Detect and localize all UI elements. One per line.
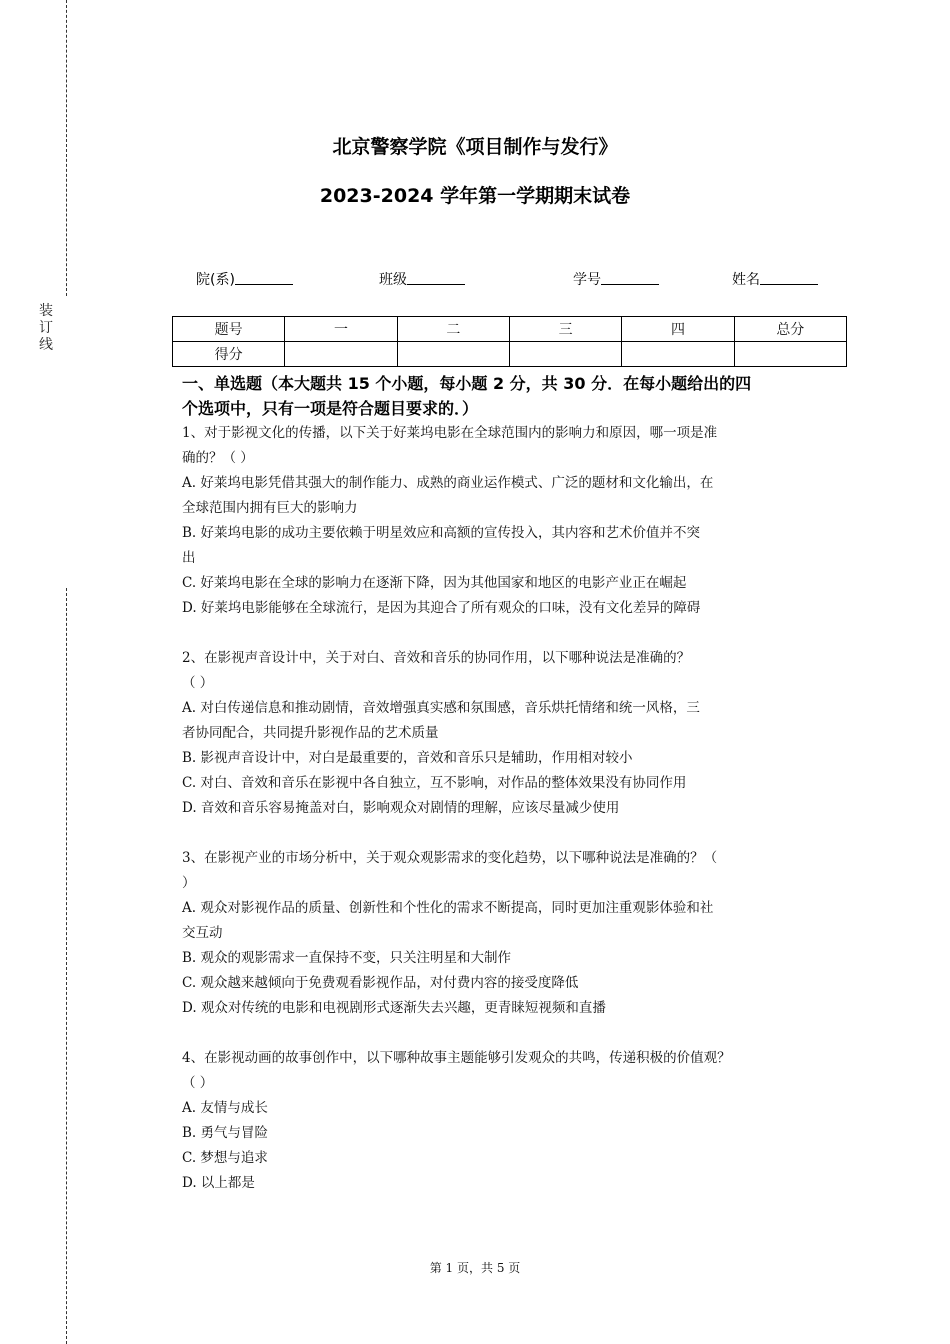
score-table-score-row — [173, 342, 847, 367]
question-stem — [182, 646, 850, 696]
department-label: 院(系) — [196, 272, 235, 288]
question-stem — [182, 846, 850, 896]
option-line: D. 观众对传统的电影和电视剧形式逐渐失去兴趣，更青睐短视频和直播 — [182, 1000, 606, 1016]
option-line: B. 观众的观影需求一直保持不变，只关注明星和大制作 — [182, 950, 512, 966]
student-id-field — [573, 269, 659, 289]
question-3 — [182, 846, 850, 1021]
option-c — [182, 771, 850, 796]
option-line: A. 友情与成长 — [182, 1100, 268, 1116]
question-stem-line: 4、在影视动画的故事创作中，以下哪种故事主题能够引发观众的共鸣，传递积极的价值观？ — [182, 1050, 731, 1066]
option-line: D. 以上都是 — [182, 1175, 255, 1191]
page-number: 第 1 页，共 5 页 — [429, 1261, 521, 1275]
binding-dashed-line-bottom — [66, 588, 67, 1344]
question-stem-line: 2、在影视声音设计中，关于对白、音效和音乐的协同作用，以下哪种说法是准确的？ — [182, 650, 691, 666]
option-d — [182, 1171, 850, 1196]
class-blank — [407, 270, 465, 285]
score-entry-cell — [285, 342, 397, 367]
question-stem-line: 1、对于影视文化的传播，以下关于好莱坞电影在全球范围内的影响力和原因，哪一项是准 — [182, 425, 718, 441]
option-b — [182, 521, 850, 571]
option-line: B. 影视声音设计中，对白是最重要的，音效和音乐只是辅助，作用相对较小 — [182, 750, 633, 766]
option-line: C. 好莱坞电影在全球的影响力在逐渐下降，因为其他国家和地区的电影产业正在崛起 — [182, 575, 687, 591]
option-d — [182, 596, 850, 621]
option-b — [182, 946, 850, 971]
option-d — [182, 996, 850, 1021]
option-b — [182, 1121, 850, 1146]
option-line: 交互动 — [182, 925, 223, 941]
score-table-cell: 得分 — [173, 342, 285, 367]
option-c — [182, 971, 850, 996]
option-c — [182, 571, 850, 596]
binding-char: 订 — [39, 320, 53, 336]
department-field — [196, 269, 293, 289]
option-line: D. 音效和音乐容易掩盖对白，影响观众对剧情的理解，应该尽量减少使用 — [182, 800, 620, 816]
option-line: C. 对白、音效和音乐在影视中各自独立，互不影响，对作品的整体效果没有协同作用 — [182, 775, 687, 791]
question-1 — [182, 421, 850, 621]
student-id-label: 学号 — [573, 272, 601, 288]
question-stem-line: （ ） — [182, 1075, 214, 1091]
question-stem — [182, 1046, 850, 1096]
score-table-cell: 总分 — [734, 317, 846, 342]
option-c — [182, 1146, 850, 1171]
question-stem-line: 确的？（ ） — [182, 450, 254, 466]
section-heading — [182, 371, 850, 421]
option-a — [182, 896, 850, 946]
option-line: A. 观众对影视作品的质量、创新性和个性化的需求不断提高，同时更加注重观影体验和社 — [182, 900, 714, 916]
score-table-cell: 一 — [285, 317, 397, 342]
name-field — [732, 269, 818, 289]
option-d — [182, 796, 850, 821]
binding-char: 线 — [39, 337, 53, 353]
option-line: B. 好莱坞电影的成功主要依赖于明星效应和高额的宣传投入，其内容和艺术价值并不突 — [182, 525, 701, 541]
student-id-blank — [601, 270, 659, 285]
name-blank — [760, 270, 818, 285]
question-stem — [182, 421, 850, 471]
score-entry-cell — [622, 342, 734, 367]
exam-title-line1: 北京警察学院《项目制作与发行》 — [332, 136, 618, 158]
score-entry-cell — [734, 342, 846, 367]
score-table — [172, 316, 847, 367]
class-label: 班级 — [379, 272, 407, 288]
option-b — [182, 746, 850, 771]
option-line: C. 梦想与追求 — [182, 1150, 268, 1166]
exam-content — [182, 371, 850, 1196]
score-table-cell: 二 — [397, 317, 509, 342]
exam-title-line2: 2023-2024 学年第一学期期末试卷 — [319, 185, 631, 207]
binding-label — [37, 303, 55, 354]
option-a — [182, 471, 850, 521]
question-stem-line: （ ） — [182, 675, 214, 691]
option-line: D. 好莱坞电影能够在全球流行，是因为其迎合了所有观众的口味，没有文化差异的障碍 — [182, 600, 701, 616]
question-2 — [182, 646, 850, 821]
question-stem-line: ） — [182, 875, 196, 891]
question-4 — [182, 1046, 850, 1196]
option-line: 全球范围内拥有巨大的影响力 — [182, 500, 358, 516]
score-table-cell: 三 — [509, 317, 621, 342]
score-entry-cell — [397, 342, 509, 367]
binding-char: 装 — [39, 303, 53, 319]
option-line: B. 勇气与冒险 — [182, 1125, 269, 1141]
score-entry-cell — [509, 342, 621, 367]
score-table-cell: 题号 — [173, 317, 285, 342]
option-line: 出 — [182, 550, 196, 566]
score-table-cell: 四 — [622, 317, 734, 342]
option-a — [182, 1096, 850, 1121]
option-line: 者协同配合，共同提升影视作品的艺术质量 — [182, 725, 439, 741]
option-line: A. 好莱坞电影凭借其强大的制作能力、成熟的商业运作模式、广泛的题材和文化输出，在 — [182, 475, 714, 491]
section-heading-line: 个选项中，只有一项是符合题目要求的．） — [182, 399, 479, 418]
class-field — [379, 269, 465, 289]
question-stem-line: 3、在影视产业的市场分析中，关于观众观影需求的变化趋势，以下哪种说法是准确的？（ — [182, 850, 718, 866]
name-label: 姓名 — [732, 272, 760, 288]
option-line: A. 对白传递信息和推动剧情，音效增强真实感和氛围感，音乐烘托情绪和统一风格，三 — [182, 700, 700, 716]
option-a — [182, 696, 850, 746]
score-table-header-row — [173, 317, 847, 342]
option-line: C. 观众越来越倾向于免费观看影视作品，对付费内容的接受度降低 — [182, 975, 579, 991]
section-heading-line: 一、单选题（本大题共 15 个小题，每小题 2 分，共 30 分．在每小题给出的四 — [182, 374, 752, 393]
department-blank — [235, 270, 293, 285]
